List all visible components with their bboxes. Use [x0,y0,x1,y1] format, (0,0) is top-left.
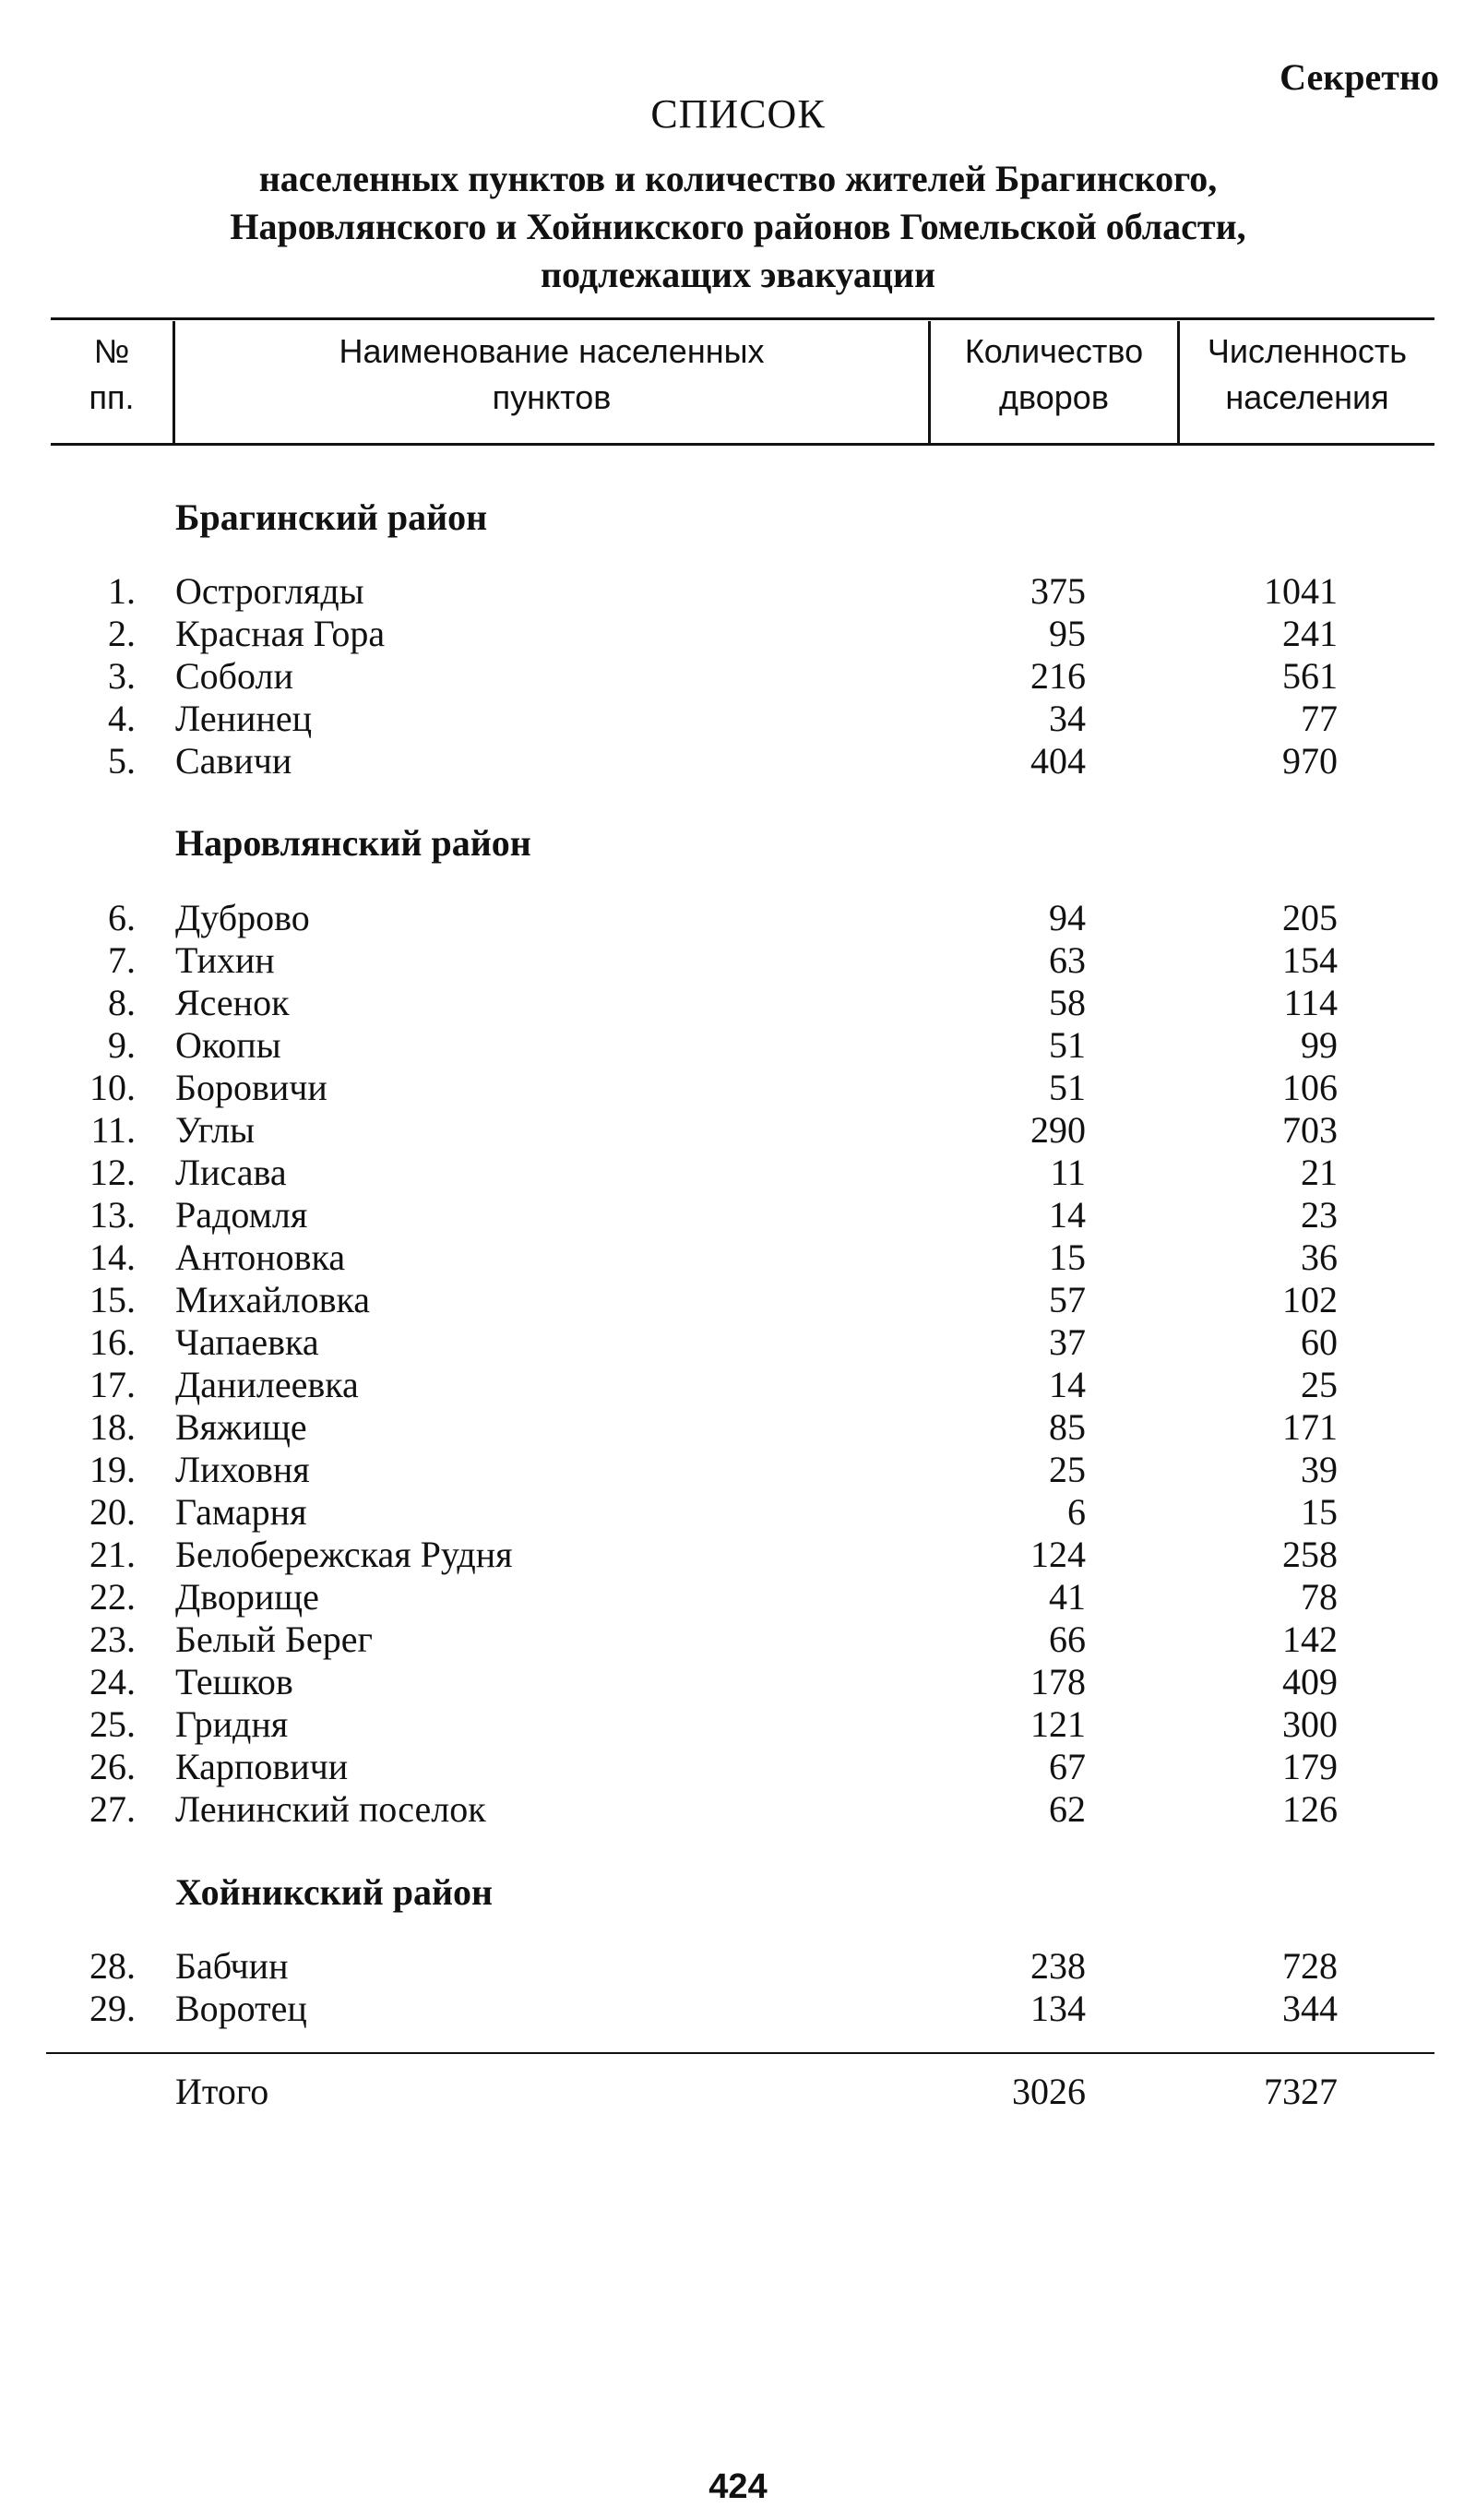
row-number: 25. [89,1703,136,1745]
row-name: Белобережская Рудня [175,1534,513,1575]
row-name: Белый Берег [175,1618,373,1660]
row-households: 290 [1030,1109,1086,1151]
table-row [0,1109,1476,1152]
header-households [931,328,1177,421]
header-name-line: пунктов [492,378,612,416]
row-name: Дуброво [175,897,310,938]
row-number: 3. [108,655,136,697]
row-name: Бабчин [175,1945,289,1987]
row-population: 114 [1283,982,1338,1023]
row-households: 67 [1049,1746,1086,1787]
row-population: 561 [1282,655,1338,697]
row-population: 77 [1301,698,1338,739]
row-name: Гридня [175,1703,289,1745]
row-population: 78 [1301,1576,1338,1618]
row-name: Лисава [175,1152,287,1193]
row-households: 34 [1049,698,1086,739]
table-row [0,1024,1476,1067]
row-population: 728 [1282,1945,1338,1987]
row-population: 36 [1301,1236,1338,1278]
row-households: 11 [1050,1152,1086,1193]
header-number-line: пп. [89,378,135,416]
table-row [0,1321,1476,1364]
row-population: 300 [1282,1703,1338,1745]
header-population-line: населения [1225,378,1389,416]
header-number [51,328,173,421]
row-population: 106 [1282,1067,1338,1108]
table-top-rule [51,317,1434,320]
row-number: 10. [89,1067,136,1108]
table-row [0,1067,1476,1109]
district-heading: Хойникский район [175,1871,494,1913]
header-name-line: Наименование населенных [339,332,765,370]
row-households: 134 [1030,1988,1086,2029]
table-row [0,1661,1476,1703]
header-number-line: № [93,332,130,370]
row-population: 23 [1301,1194,1338,1236]
total-label: Итого [175,2071,269,2112]
classification-mark: Секретно [1280,56,1439,98]
row-population: 102 [1282,1279,1338,1320]
row-number: 14. [89,1236,136,1278]
row-name: Вяжище [175,1406,307,1448]
table-row [0,1945,1476,1988]
row-households: 58 [1049,982,1086,1023]
table-row [0,1576,1476,1618]
document-title: СПИСОК [650,91,826,137]
row-name: Радомля [175,1194,308,1236]
row-population: 970 [1282,740,1338,782]
row-households: 95 [1049,613,1086,654]
total-population: 7327 [1264,2071,1338,2112]
row-population: 171 [1282,1406,1338,1448]
row-number: 24. [89,1661,136,1702]
row-population: 60 [1301,1321,1338,1363]
table-row [0,655,1476,698]
row-households: 14 [1049,1364,1086,1405]
table-row [0,1534,1476,1576]
row-name: Гамарня [175,1491,307,1533]
total-row [0,2071,1476,2113]
row-households: 124 [1030,1534,1086,1575]
row-number: 9. [108,1024,136,1066]
row-number: 23. [89,1618,136,1660]
row-number: 13. [89,1194,136,1236]
row-number: 12. [89,1152,136,1193]
district-heading: Брагинский район [175,496,488,538]
row-households: 238 [1030,1945,1086,1987]
table-row [0,1703,1476,1746]
row-households: 375 [1030,570,1086,612]
row-households: 51 [1049,1024,1086,1066]
row-population: 15 [1301,1491,1338,1533]
row-number: 5. [108,740,136,782]
table-row [0,1279,1476,1321]
row-households: 51 [1049,1067,1086,1108]
row-number: 4. [108,698,136,739]
row-name: Боровичи [175,1067,327,1108]
row-number: 19. [89,1449,136,1490]
row-households: 121 [1030,1703,1086,1745]
table-row [0,897,1476,939]
header-name [175,328,928,421]
row-number: 20. [89,1491,136,1533]
row-households: 216 [1030,655,1086,697]
row-name: Ленинский поселок [175,1788,486,1830]
row-number: 6. [108,897,136,938]
subtitle-line: населенных пунктов и количество жителей Брагинского, [258,158,1218,199]
row-households: 178 [1030,1661,1086,1702]
row-number: 29. [89,1988,136,2029]
row-population: 154 [1282,939,1338,981]
district-heading: Наровлянский район [175,822,531,864]
row-name: Ленинец [175,698,312,739]
subtitle-line: Наровлянского и Хойникского районов Гомельской области, [230,206,1246,247]
row-name: Тешков [175,1661,293,1702]
row-number: 16. [89,1321,136,1363]
table-row [0,1988,1476,2030]
row-number: 18. [89,1406,136,1448]
table-row [0,698,1476,740]
table-row [0,1194,1476,1236]
row-number: 15. [89,1279,136,1320]
row-name: Дворище [175,1576,319,1618]
row-population: 25 [1301,1364,1338,1405]
row-population: 1041 [1264,570,1338,612]
header-population [1180,328,1434,421]
row-households: 66 [1049,1618,1086,1660]
table-row [0,1152,1476,1194]
total-households: 3026 [1012,2071,1086,2112]
header-households-line: дворов [999,378,1109,416]
row-households: 85 [1049,1406,1086,1448]
row-number: 8. [108,982,136,1023]
table-row [0,1618,1476,1661]
row-households: 6 [1067,1491,1086,1533]
table-row [0,1364,1476,1406]
row-population: 21 [1301,1152,1338,1193]
table-row [0,982,1476,1024]
table-row [0,1406,1476,1449]
row-population: 179 [1282,1746,1338,1787]
row-number: 11. [90,1109,136,1151]
row-name: Соболи [175,655,293,697]
row-number: 1. [108,570,136,612]
table-row [0,1449,1476,1491]
row-name: Окопы [175,1024,281,1066]
row-number: 28. [89,1945,136,1987]
row-number: 7. [108,939,136,981]
header-households-line: Количество [964,332,1144,370]
table-row [0,613,1476,655]
row-name: Карповичи [175,1746,349,1787]
row-number: 21. [89,1534,136,1575]
row-households: 25 [1049,1449,1086,1490]
row-number: 26. [89,1746,136,1787]
row-population: 126 [1282,1788,1338,1830]
row-name: Тихин [175,939,275,981]
row-households: 63 [1049,939,1086,981]
table-row [0,939,1476,982]
header-bottom-rule [51,443,1434,446]
row-population: 703 [1282,1109,1338,1151]
document-subtitle [138,155,1338,299]
table-row [0,740,1476,782]
row-population: 205 [1282,897,1338,938]
header-population-line: Численность [1207,332,1408,370]
row-name: Лиховня [175,1449,310,1490]
row-name: Ясенок [175,982,290,1023]
row-households: 57 [1049,1279,1086,1320]
row-name: Острогляды [175,570,364,612]
row-number: 17. [89,1364,136,1405]
table-row [0,1746,1476,1788]
subtitle-line: подлежащих эвакуации [540,254,936,295]
row-households: 37 [1049,1321,1086,1363]
row-population: 99 [1301,1024,1338,1066]
row-name: Данилеевка [175,1364,359,1405]
row-name: Антоновка [175,1236,346,1278]
row-name: Савичи [175,740,292,782]
row-households: 404 [1030,740,1086,782]
row-households: 41 [1049,1576,1086,1618]
table-row [0,570,1476,613]
total-rule [46,2052,1434,2054]
row-population: 142 [1282,1618,1338,1660]
table-row [0,1236,1476,1279]
row-name: Воротец [175,1988,307,2029]
row-households: 14 [1049,1194,1086,1236]
row-number: 27. [89,1788,136,1830]
row-population: 344 [1282,1988,1338,2029]
row-households: 15 [1049,1236,1086,1278]
row-population: 39 [1301,1449,1338,1490]
row-population: 409 [1282,1661,1338,1702]
row-population: 241 [1282,613,1338,654]
row-name: Красная Гора [175,613,386,654]
row-number: 2. [108,613,136,654]
row-name: Углы [175,1109,256,1151]
row-population: 258 [1282,1534,1338,1575]
row-number: 22. [89,1576,136,1618]
table-row [0,1491,1476,1534]
row-name: Чапаевка [175,1321,319,1363]
page-number: 424 [708,2467,768,2506]
row-households: 94 [1049,897,1086,938]
row-name: Михайловка [175,1279,371,1320]
table-row [0,1788,1476,1831]
row-households: 62 [1049,1788,1086,1830]
